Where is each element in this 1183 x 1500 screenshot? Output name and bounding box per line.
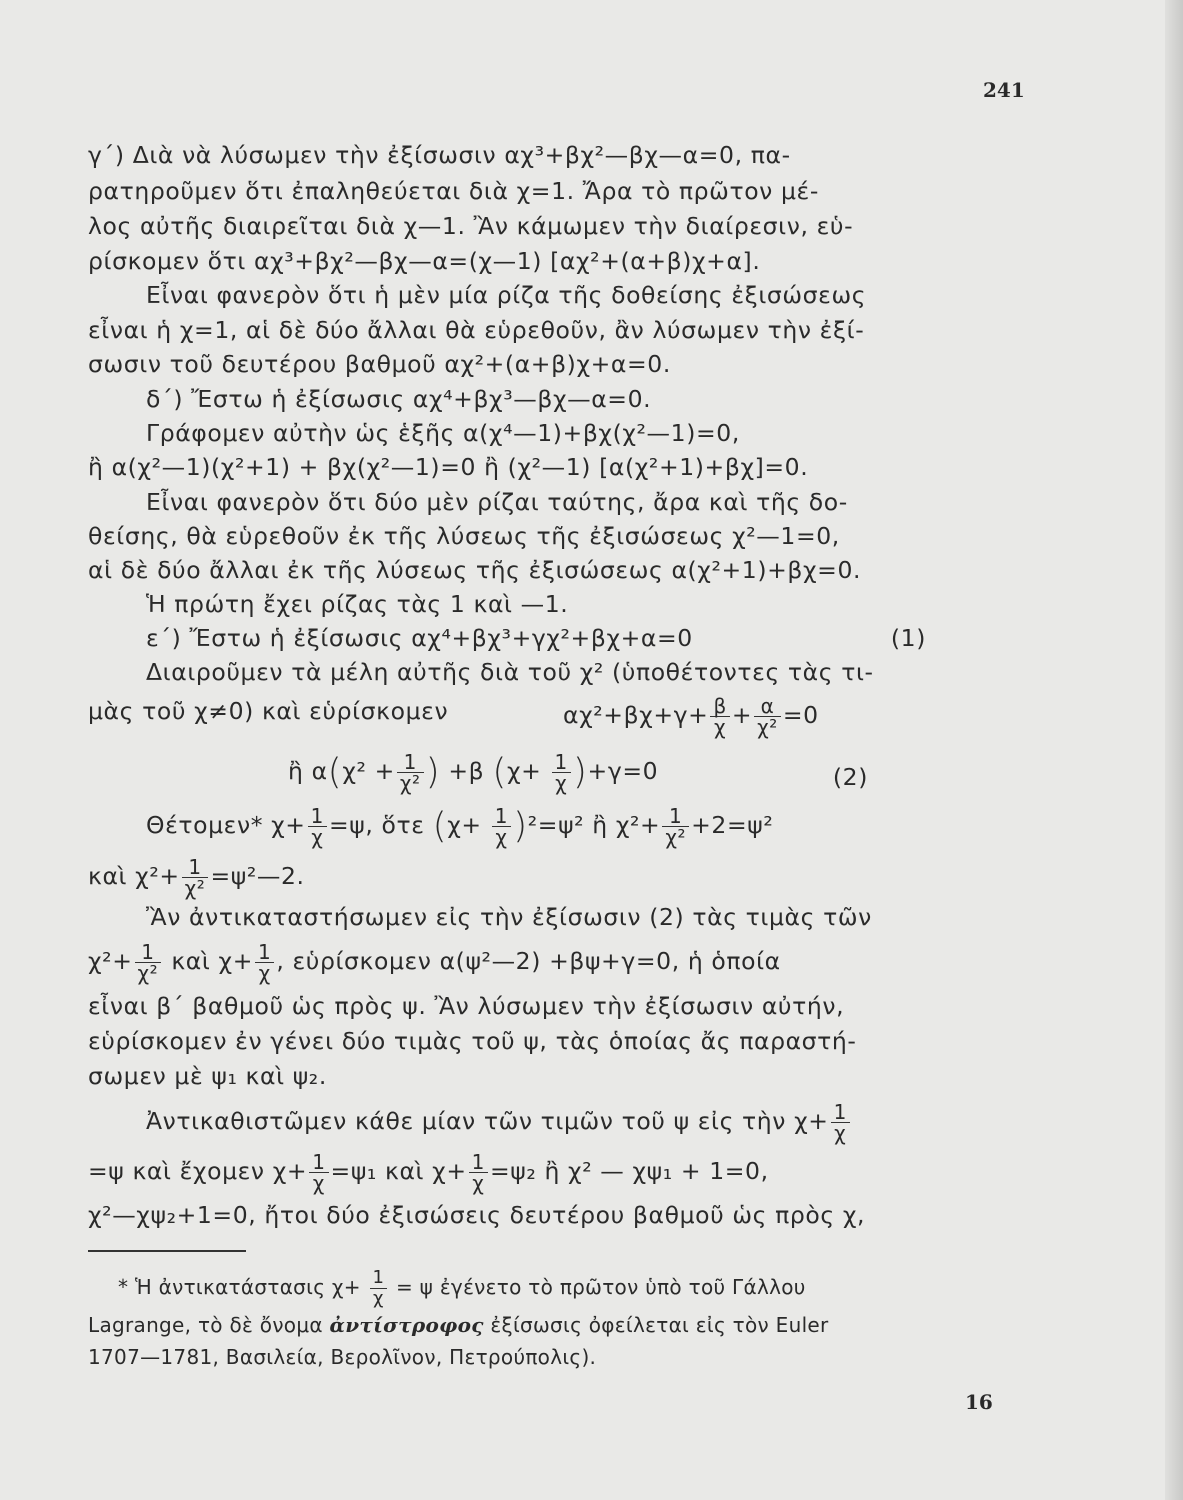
text-line: λος αὐτῆς διαιρεῖται διὰ χ—1. Ἂν κάμωμεν τὴν διαίρεσιν, εὑ- [88, 212, 854, 240]
equation-line: χ²+ $\frac{1}{\text{χ²}}$ καὶ χ+ $\frac{1}{\chi}$ , εὑρίσκομεν α(ψ²—2) +βψ+γ=0, ἡ ὁποία [88, 940, 781, 985]
text-span: = ψ ἐγένετο τὸ πρῶτον ὑπὸ τοῦ Γάλλου [395, 1275, 806, 1299]
text-line: δ΄) Ἔστω ἡ ἐξίσωσις αχ⁴+βχ³—βχ—α=0. [146, 385, 652, 413]
text-line: Εἶναι φανερὸν ὅτι ἡ μὲν μία ρίζα τῆς δοθείσης ἐξισώσεως [146, 281, 867, 309]
equation-2: ἢ α(χ² + $\frac{1}{\text{χ²}}$ ) +β (χ+ $\frac{1}{\chi}$ )+γ=0 [288, 750, 659, 795]
equation-ref-1: (1) [890, 624, 926, 652]
page-number-bottom: 16 [965, 1390, 993, 1414]
equation-line: =ψ καὶ ἔχομεν χ+ $\frac{1}{\chi}$ =ψ₁ καὶ χ+ $\frac{1}{\chi}$ =ψ₂ ἢ χ² — χψ₁ + 1=0, [88, 1150, 769, 1195]
fraction: $\frac{\alpha}{\text{χ²}}$ [754, 696, 781, 737]
page-edge [1165, 0, 1183, 1500]
footnote-rule [88, 1250, 246, 1252]
equation-line [88, 623, 1086, 653]
text-line: Ἂν ἀντικαταστήσωμεν εἰς τὴν ἐξίσωσιν (2) τὰς τιμὰς τῶν [146, 903, 872, 931]
text-line: χ²—χψ₂+1=0, ἤτοι δύο ἐξισώσεις δευτέρου βαθμοῦ ὡς πρὸς χ, [88, 1201, 866, 1229]
equation-span: αχ²+βχ+γ+ $\frac{\beta}{\chi}$ + $\frac{\alpha}{\text{χ²}}$ =0 [563, 694, 819, 739]
text-span: Θέτομεν* [146, 811, 264, 839]
equation-line: Θέτομεν* χ+ $\frac{1}{\chi}$ =ψ, ὅτε (χ+ $\frac{1}{\chi}$ )²=ψ² ἢ χ²+ $\frac{1}{\text{χ²}}$ +2=ψ² [146, 804, 774, 849]
text-line: γ΄) Διὰ νὰ λύσωμεν τὴν ἐξίσωσιν αχ³+βχ²—βχ—α=0, πα- [88, 141, 791, 169]
text-span: Ἀντικαθιστῶμεν κάθε μίαν τῶν τιμῶν τοῦ ψ εἰς τὴν χ+ [146, 1107, 829, 1135]
equation-line: καὶ χ²+ $\frac{1}{\text{χ²}}$ =ψ²—2. [88, 855, 305, 900]
text-span: =ψ καὶ ἔχομεν χ+ [88, 1157, 308, 1185]
text-span: =ψ₂ ἢ χ² — χψ₁ + 1=0, [489, 1157, 769, 1185]
fraction: $\frac{\beta}{\chi}$ [710, 696, 729, 737]
text-span: =ψ₁ καὶ χ+ [330, 1157, 467, 1185]
footnote-line: 1707—1781, Βασιλεία, Βερολῖνον, Πετρούπολις). [88, 1345, 597, 1369]
text-span: Lagrange, τὸ δὲ ὄνομα [88, 1313, 323, 1337]
text-span: * Ἡ ἀντικατάστασις χ+ [118, 1275, 361, 1299]
text-line: σωσιν τοῦ δευτέρου βαθμοῦ αχ²+(α+β)χ+α=0. [88, 350, 671, 378]
text-line: Διαιροῦμεν τὰ μέλη αὐτῆς διὰ τοῦ χ² (ὑποθέτοντες τὰς τι- [146, 658, 874, 686]
text-line: Ἡ πρώτη ἔχει ρίζας τὰς 1 καὶ —1. [146, 590, 569, 618]
text-line: ρίσκομεν ὅτι αχ³+βχ²—βχ—α=(χ—1) [αχ²+(α+β)χ+α]. [88, 247, 761, 275]
text-line: εἶναι β΄ βαθμοῦ ὡς πρὸς ψ. Ἂν λύσωμεν τὴν ἐξίσωσιν αὐτήν, [88, 992, 845, 1020]
footnote-line [88, 1313, 1028, 1337]
text-line: θείσης, θὰ εὑρεθοῦν ἐκ τῆς λύσεως τῆς ἐξισώσεως χ²—1=0, [88, 522, 840, 550]
text-line: αἱ δὲ δύο ἄλλαι ἐκ τῆς λύσεως τῆς ἐξισώσεως α(χ²+1)+βχ=0. [88, 556, 862, 584]
text-span: μὰς τοῦ χ≠0) καὶ εὑρίσκομεν [88, 697, 449, 725]
math: αχ²+βχ+γ+ [563, 701, 709, 729]
text-span: καὶ [88, 862, 128, 890]
footnote-line: * Ἡ ἀντικατάστασις χ+ $\frac{1}{\chi}$ = ψ ἐγένετο τὸ πρῶτον ὑπὸ τοῦ Γάλλου [118, 1267, 806, 1309]
text-line: εἶναι ἡ χ=1, αἱ δὲ δύο ἄλλαι θὰ εὑρεθοῦν, ἂν λύσωμεν τὴν ἐξί- [88, 316, 865, 344]
text-line: Εἶναι φανερὸν ὅτι δύο μὲν ρίζαι ταύτης, ἄρα καὶ τῆς δο- [146, 488, 848, 516]
equation-line [88, 694, 1028, 739]
text-line: Γράφομεν αὐτὴν ὡς ἑξῆς α(χ⁴—1)+βχ(χ²—1)=0, [146, 419, 740, 447]
text-span: , εὑρίσκομεν α(ψ²—2) +βψ+γ=0, ἡ ὁποία [276, 947, 781, 975]
equation-line: Ἀντικαθιστῶμεν κάθε μίαν τῶν τιμῶν τοῦ ψ εἰς τὴν χ+ $\frac{1}{\chi}$ [88, 1102, 1086, 1143]
text-line: σωμεν μὲ ψ₁ καὶ ψ₂. [88, 1062, 327, 1090]
equation-ref-2: (2) [832, 763, 868, 791]
equation-1: ε΄) Ἔστω ἡ ἐξίσωσις αχ⁴+βχ³+γχ²+βχ+α=0 [146, 624, 693, 652]
emphasis-term: ἀντίστροφος [329, 1313, 484, 1337]
text-line: ἢ α(χ²—1)(χ²+1) + βχ(χ²—1)=0 ἢ (χ²—1) [α(χ²+1)+βχ]=0. [88, 453, 809, 481]
text-line: ρατηροῦμεν ὅτι ἐπαληθεύεται διὰ χ=1. Ἄρα τὸ πρῶτον μέ- [88, 177, 819, 205]
text-span: ἐξίσωσις ὀφείλεται εἰς τὸν Euler [490, 1313, 829, 1337]
page-number-top: 241 [983, 78, 1025, 102]
text-line: εὑρίσκομεν ἐν γένει δύο τιμὰς τοῦ ψ, τὰς ὁποίας ἄς παραστή- [88, 1027, 857, 1055]
